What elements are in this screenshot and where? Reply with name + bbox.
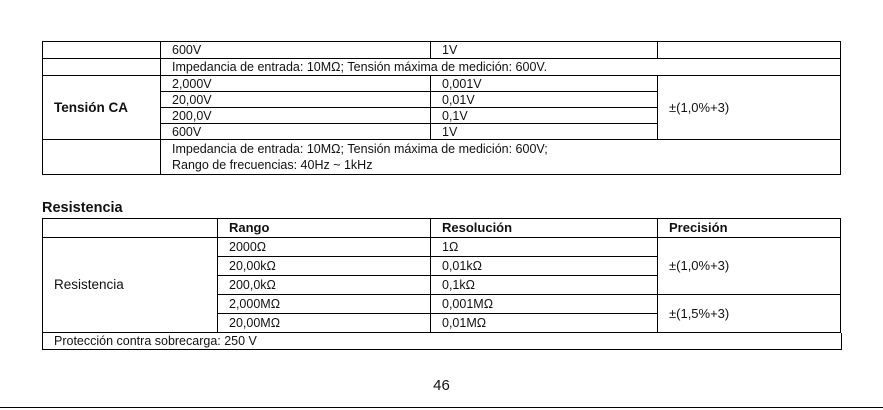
table-row <box>43 59 841 76</box>
resolution-cell: 0,1kΩ <box>431 276 658 295</box>
label-cell <box>43 140 161 175</box>
table-row <box>43 42 841 59</box>
table-row <box>43 238 841 257</box>
accuracy-cell: ±(1,5%+3) <box>658 295 841 333</box>
accuracy-cell <box>658 42 841 59</box>
range-cell: 2,000MΩ <box>218 295 431 314</box>
resolution-cell: 0,01kΩ <box>431 257 658 276</box>
header-accuracy: Precisión <box>658 219 841 238</box>
resolution-cell: 1V <box>431 124 658 140</box>
range-cell: 2000Ω <box>218 238 431 257</box>
resolution-cell: 0,001MΩ <box>431 295 658 314</box>
resolution-cell: 0,01V <box>431 92 658 108</box>
resistance-spec-table <box>42 218 841 333</box>
range-cell: 20,00MΩ <box>218 314 431 333</box>
range-cell: 200,0kΩ <box>218 276 431 295</box>
accuracy-cell: ±(1,0%+3) <box>658 238 841 295</box>
label-cell <box>43 59 161 76</box>
range-cell: 600V <box>161 42 431 59</box>
range-cell: 20,00kΩ <box>218 257 431 276</box>
ac-voltage-spec-table <box>42 41 841 175</box>
function-label: Tensión CA <box>43 76 161 140</box>
label-cell <box>43 42 161 59</box>
header-resolution: Resolución <box>431 219 658 238</box>
page-number: 46 <box>433 377 450 394</box>
table-row <box>43 140 841 175</box>
range-cell: 20,00V <box>161 92 431 108</box>
resolution-cell: 0,01MΩ <box>431 314 658 333</box>
resolution-cell: 1Ω <box>431 238 658 257</box>
range-cell: 200,0V <box>161 108 431 124</box>
function-label: Resistencia <box>43 238 218 333</box>
footer-divider <box>0 407 883 408</box>
table-row <box>43 76 841 92</box>
header-blank <box>43 219 218 238</box>
header-range: Rango <box>218 219 431 238</box>
accuracy-cell: ±(1,0%+3) <box>658 76 841 140</box>
note-cell <box>161 140 841 175</box>
range-cell: 2,000V <box>161 76 431 92</box>
table-header-row <box>43 219 841 238</box>
note-line: Rango de frecuencias: 40Hz ~ 1kHz <box>172 158 373 172</box>
resolution-cell: 0,001V <box>431 76 658 92</box>
section-title: Resistencia <box>42 200 123 216</box>
note-line: Impedancia de entrada: 10MΩ; Tensión máxima de medición: 600V; <box>172 142 548 156</box>
resolution-cell: 1V <box>431 42 658 59</box>
range-cell: 600V <box>161 124 431 140</box>
note-cell: Impedancia de entrada: 10MΩ; Tensión máxima de medición: 600V. <box>161 59 841 76</box>
overload-protection-note: Protección contra sobrecarga: 250 V <box>42 333 842 350</box>
resolution-cell: 0,1V <box>431 108 658 124</box>
